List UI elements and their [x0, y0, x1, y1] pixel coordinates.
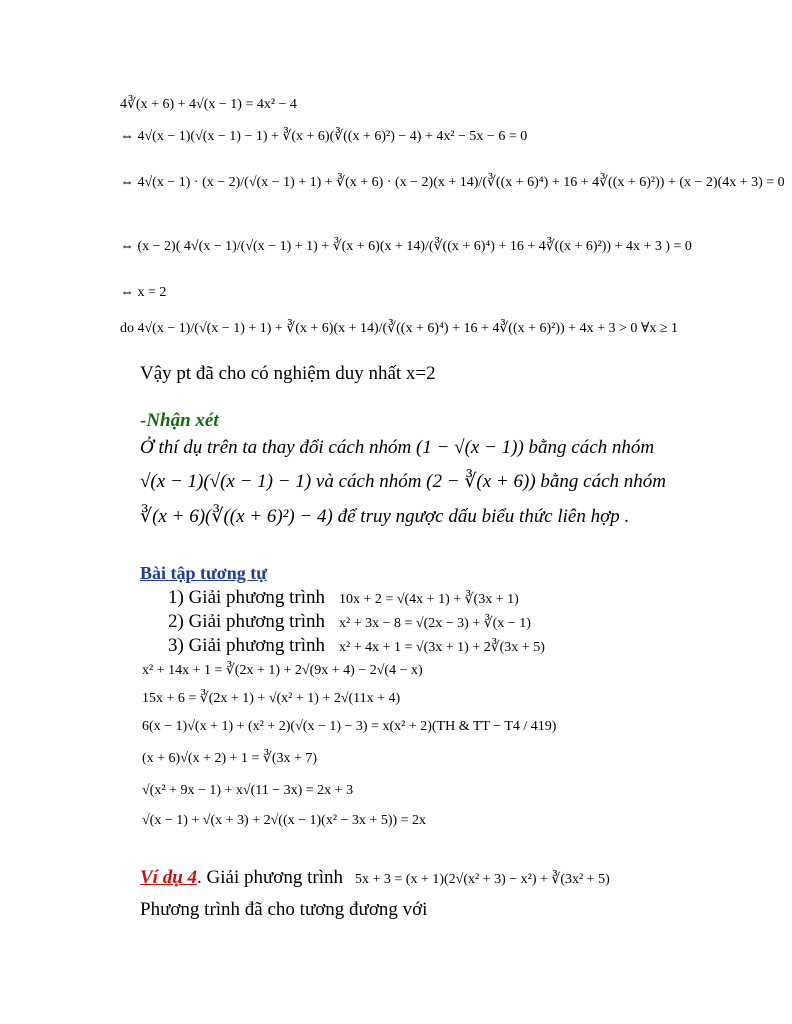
- remark-line-2: √(x − 1)(√(x − 1) − 1) và cách nhóm (2 − ∛(x + 6)) bằng cách nhóm: [140, 471, 666, 492]
- math-line-3: ⇔ 4√(x − 1) · (x − 2)/(√(x − 1) + 1) + ∛(x + 6) · (x − 2)(x + 14)/(∛((x + 6)⁴) + 16 + 4∛((x + 6)²)) + (x − 2)(4x + 3) = 0: [120, 175, 785, 190]
- extra-equation-1: x² + 14x + 1 = ∛(2x + 1) + 2√(9x + 4) − 2√(4 − x): [142, 663, 423, 678]
- math-line-4: ⇔ (x − 2)( 4√(x − 1)/(√(x − 1) + 1) + ∛(x + 6)(x + 14)/(∛((x + 6)⁴) + 16 + 4∛((x + 6)²)) + 4x + 3 ) = 0: [120, 239, 692, 254]
- extra-equation-4: (x + 6)√(x + 2) + 1 = ∛(3x + 7): [142, 751, 318, 766]
- example-4-text: . Giải phương trình: [197, 867, 343, 888]
- extra-equation-6: √(x − 1) + √(x + 3) + 2√((x − 1)(x² − 3x + 5)) = 2x: [142, 813, 427, 828]
- exercises-title: Bài tập tương tự: [140, 563, 268, 583]
- exercise-item-1: [168, 586, 519, 610]
- remark-title: -Nhận xét: [140, 410, 219, 431]
- conclusion-text: Vậy pt đã cho có nghiệm duy nhất x=2: [140, 363, 436, 384]
- exercise-label: 3) Giải phương trình: [168, 635, 326, 656]
- example-4-heading: [140, 866, 610, 890]
- math-line-1: 4∛(x + 6) + 4√(x − 1) = 4x² − 4: [120, 97, 297, 112]
- exercise-equation: 10x + 2 = √(4x + 1) + ∛(3x + 1): [339, 592, 519, 607]
- extra-equation-3: 6(x − 1)√(x + 1) + (x² + 2)(√(x − 1) − 3) = x(x² + 2)(TH & TT − T4 / 419): [142, 719, 557, 734]
- exercise-item-3: [168, 634, 545, 658]
- math-line-6: do 4√(x − 1)/(√(x − 1) + 1) + ∛(x + 6)(x + 14)/(∛((x + 6)⁴) + 16 + 4∛((x + 6)²)) + 4x + 3 > 0 ∀x ≥ 1: [120, 321, 679, 336]
- exercise-label: 2) Giải phương trình: [168, 611, 326, 632]
- extra-equation-2: 15x + 6 = ∛(2x + 1) + √(x² + 1) + 2√(11x + 4): [142, 691, 401, 706]
- math-line-2: ⇔ 4√(x − 1)(√(x − 1) − 1) + ∛(x + 6)(∛((x + 6)²) − 4) + 4x² − 5x − 6 = 0: [120, 129, 528, 144]
- example-4-title: Ví dụ 4: [140, 867, 198, 888]
- math-line-5: ⇔ x = 2: [120, 285, 167, 300]
- exercise-item-2: [168, 610, 531, 634]
- exercise-equation: x² + 4x + 1 = √(3x + 1) + 2∛(3x + 5): [339, 640, 545, 655]
- exercise-label: 1) Giải phương trình: [168, 587, 326, 608]
- remark-line-1: Ở thí dụ trên ta thay đổi cách nhóm (1 − √(x − 1)) bằng cách nhóm: [140, 437, 655, 458]
- exercise-equation: x² + 3x − 8 = √(2x − 3) + ∛(x − 1): [339, 616, 531, 631]
- extra-equation-5: √(x² + 9x − 1) + x√(11 − 3x) = 2x + 3: [142, 783, 354, 798]
- final-line: Phương trình đã cho tương đương với: [140, 899, 428, 920]
- example-4-equation: 5x + 3 = (x + 1)(2√(x² + 3) − x²) + ∛(3x² + 5): [354, 872, 610, 887]
- remark-line-3: ∛(x + 6)(∛((x + 6)²) − 4) để truy ngược dấu biểu thức liên hợp .: [140, 506, 630, 527]
